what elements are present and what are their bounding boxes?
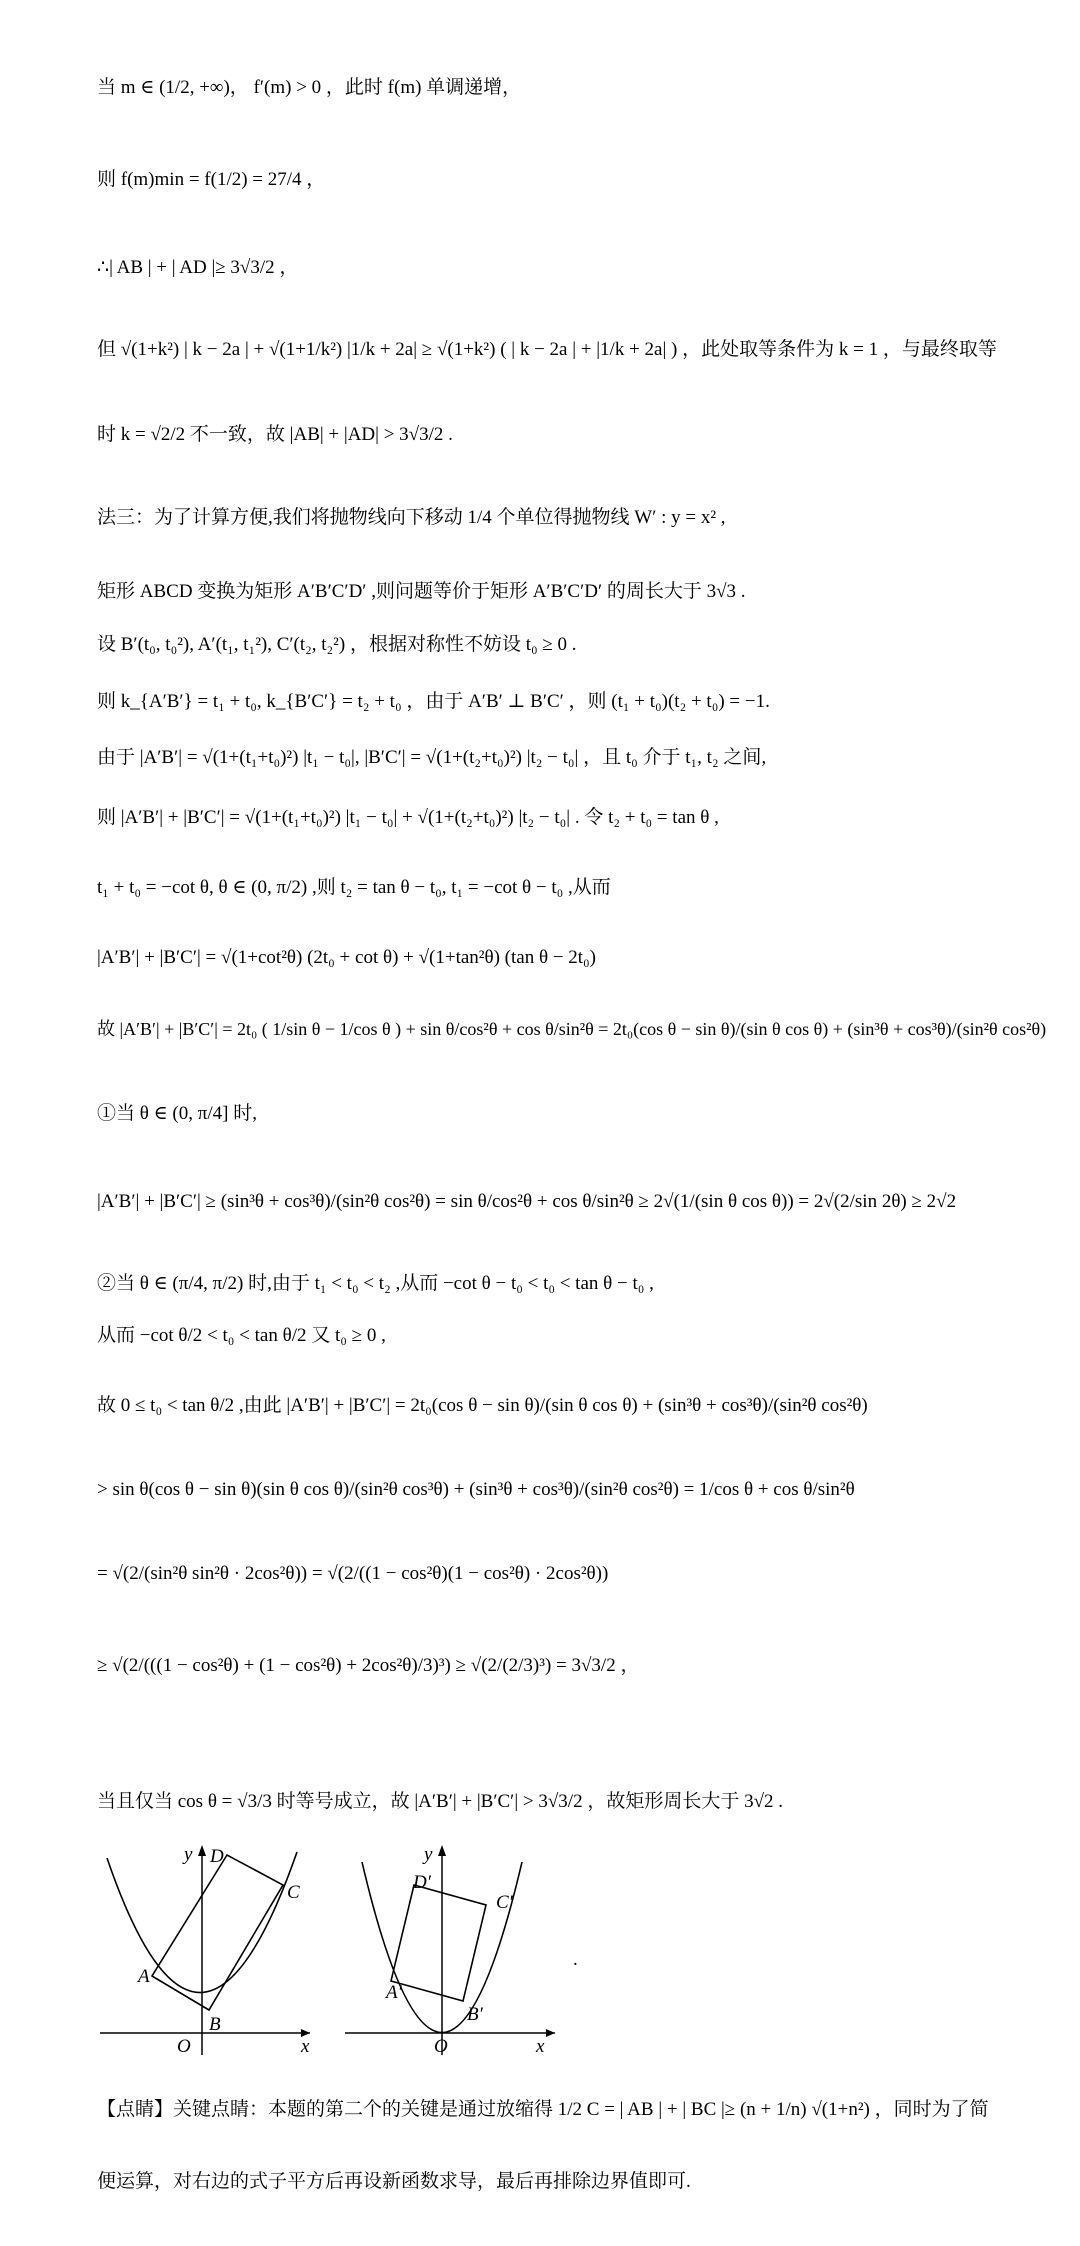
text-line-14: 故 |A′B′| + |B′C′| = 2t₀ ( 1/sin θ − 1/cos θ ) + sin θ/cos²θ + cos θ/sin²θ = 2t₀(cos θ − sin θ)/(sin θ cos θ) + (sin³θ + cos³θ)/(sin²θ cos²θ) (97, 1019, 1047, 1039)
label-point-a: A (138, 1966, 150, 1987)
text-line-24-note: 【点睛】关键点睛：本题的第二个的关键是通过放缩得 1/2 C = | AB | + | BC |≥ (n + 1/n) √(1+n²) ，同时为了简 (97, 2099, 989, 2120)
text-line-18: 从而 −cot θ/2 < t₀ < tan θ/2 又 t₀ ≥ 0 , (97, 1325, 386, 1346)
text-line-1: 当 m ∈ (1/2, +∞)， f′(m) > 0 ，此时 f(m) 单调递增， (97, 77, 522, 98)
text-line-10: 由于 |A′B′| = √(1+(t₁+t₀)²) |t₁ − t₀|, |B′C′| = √(1+(t₂+t₀)²) |t₂ − t₀| ，且 t₀ 介于 t₁, t₂ 之间, (97, 747, 767, 768)
y-axis-arrow-icon (198, 1845, 206, 1856)
text-line-16: |A′B′| + |B′C′| ≥ (sin³θ + cos³θ)/(sin²θ cos²θ) = sin θ/cos²θ + cos θ/sin²θ ≥ 2√(1/(sin θ cos θ)) = 2√(2/sin 2θ) ≥ 2√2 (97, 1191, 957, 1212)
label-point-c: C (287, 1882, 300, 1903)
label-point-c-prime: C′ (496, 1892, 513, 1913)
text-line-12: t₁ + t₀ = −cot θ, θ ∈ (0, π/2) ,则 t₂ = tan θ − t₀, t₁ = −cot θ − t₀ ,从而 (97, 877, 611, 898)
text-line-4: 但 √(1+k²) | k − 2a | + √(1+1/k²) |1/k + 2a| ≥ √(1+k²) ( | k − 2a | + |1/k + 2a| ) ，此处取等条件为 k = 1 ，与最终取等 (97, 339, 997, 360)
text-line-21: = √(2/(sin²θ sin²θ · 2cos²θ)) = √(2/((1 − cos²θ)(1 − cos²θ) · 2cos²θ)) (97, 1563, 609, 1584)
text-line-7: 矩形 ABCD 变换为矩形 A′B′C′D′ ,则问题等价于矩形 A′B′C′D′ 的周长大于 3√3 . (97, 581, 746, 602)
x-axis-arrow-icon (546, 2029, 555, 2037)
label-point-b-prime: B′ (467, 2004, 483, 2025)
text-line-5: 时 k = √2/2 不一致，故 |AB| + |AD| > 3√3/2 . (97, 424, 453, 445)
text-line-17: ②当 θ ∈ (π/4, π/2) 时,由于 t₁ < t₀ < t₂ ,从而 −cot θ − t₀ < t₀ < tan θ − t₀ , (97, 1273, 654, 1294)
figure-trailing-period: . (573, 1949, 578, 1970)
label-point-d: D (210, 1846, 224, 1867)
rectangle-a-b-c-d-prime (391, 1885, 486, 2001)
text-line-22: ≥ √(2/(((1 − cos²θ) + (1 − cos²θ) + 2cos²θ)/3)³) ≥ √(2/(2/3)³) = 3√3/2 ， (97, 1655, 640, 1676)
label-point-d-prime: D′ (413, 1872, 431, 1893)
label-origin: O (177, 2036, 191, 2057)
label-y-axis: y (184, 1844, 193, 1865)
text-line-25-note: 便运算，对右边的式子平方后再设新函数求导，最后再排除边界值即可. (97, 2171, 691, 2192)
text-line-20: > sin θ(cos θ − sin θ)(sin θ cos θ)/(sin²θ cos³θ) + (sin³θ + cos³θ)/(sin²θ cos²θ) = 1/cos θ + cos θ/sin²θ (97, 1479, 855, 1500)
text-line-23: 当且仅当 cos θ = √3/3 时等号成立，故 |A′B′| + |B′C′| > 3√3/2 ，故矩形周长大于 3√2 . (97, 1791, 783, 1812)
label-point-a-prime: A′ (386, 1982, 402, 2003)
label-y-axis: y (424, 1844, 433, 1865)
label-origin: O (434, 2036, 448, 2057)
label-x-axis: x (536, 2036, 545, 2057)
text-line-6: 法三：为了计算方便,我们将抛物线向下移动 1/4 个单位得抛物线 W′ : y = x² , (97, 507, 726, 528)
y-axis-arrow-icon (438, 1845, 446, 1856)
text-line-9: 则 k_{A′B′} = t₁ + t₀, k_{B′C′} = t₂ + t₀ ，由于 A′B′ ⊥ B′C′ ，则 (t₁ + t₀)(t₂ + t₀) = −1. (97, 691, 770, 712)
text-line-8: 设 B′(t₀, t₀²), A′(t₁, t₁²), C′(t₂, t₂²) ，根据对称性不妨设 t₀ ≥ 0 . (97, 634, 577, 655)
text-line-15: ①当 θ ∈ (0, π/4] 时, (97, 1103, 257, 1124)
text-line-19: 故 0 ≤ t₀ < tan θ/2 ,由此 |A′B′| + |B′C′| = 2t₀(cos θ − sin θ)/(sin θ cos θ) + (sin³θ + cos³θ)/(sin²θ cos²θ) (97, 1395, 868, 1416)
figure-shifted-parabola-rectangle (340, 1840, 570, 2060)
text-line-13: |A′B′| + |B′C′| = √(1+cot²θ) (2t₀ + cot θ) + √(1+tan²θ) (tan θ − 2t₀) (97, 947, 597, 968)
figure-parabola-rectangle (95, 1840, 325, 2060)
label-x-axis: x (301, 2036, 310, 2057)
text-line-11: 则 |A′B′| + |B′C′| = √(1+(t₁+t₀)²) |t₁ − t₀| + √(1+(t₂+t₀)²) |t₂ − t₀| . 令 t₂ + t₀ = tan θ , (97, 807, 719, 828)
label-point-b: B (209, 2014, 221, 2035)
text-line-2: 则 f(m)min = f(1/2) = 27/4 ， (97, 169, 326, 190)
text-line-3: ∴| AB | + | AD |≥ 3√3/2 ， (97, 257, 299, 278)
